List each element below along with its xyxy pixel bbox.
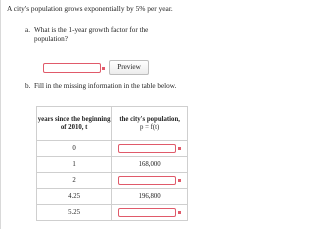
missing-answer-marker bbox=[102, 67, 105, 70]
missing-answer-marker bbox=[178, 147, 181, 150]
missing-answer-marker bbox=[178, 179, 181, 182]
cell-t: 5.25 bbox=[37, 205, 112, 221]
cell-p-blank bbox=[112, 205, 188, 221]
part-a-text: What is the 1-year growth factor for the population? bbox=[34, 26, 149, 44]
part-b-text: Fill in the missing information in the table below. bbox=[34, 82, 177, 90]
header-years: years since the beginning of 2010, t bbox=[37, 107, 112, 141]
cell-p-blank bbox=[112, 141, 188, 157]
cell-t: 0 bbox=[37, 141, 112, 157]
problem-statement: A city's population grows exponentially by 5% per year. bbox=[7, 4, 173, 13]
preview-button[interactable]: Preview bbox=[109, 60, 149, 75]
population-input[interactable] bbox=[118, 176, 176, 185]
cell-p-blank bbox=[112, 173, 188, 189]
population-table bbox=[36, 106, 188, 221]
header-function: p = f(t) bbox=[139, 123, 160, 131]
cell-p: 196,800 bbox=[112, 189, 188, 205]
table-row bbox=[37, 157, 188, 173]
table-header-row bbox=[37, 107, 188, 141]
growth-factor-input[interactable] bbox=[43, 63, 101, 73]
population-input[interactable] bbox=[118, 144, 176, 153]
part-a-letter: a. bbox=[25, 26, 30, 34]
table-row bbox=[37, 205, 188, 221]
missing-answer-marker bbox=[178, 211, 181, 214]
table-row bbox=[37, 173, 188, 189]
part-a-question bbox=[25, 26, 184, 44]
cell-p: 168,000 bbox=[112, 157, 188, 173]
population-input[interactable] bbox=[118, 208, 176, 217]
part-b-letter: b. bbox=[25, 82, 31, 90]
cell-t: 1 bbox=[37, 157, 112, 173]
header-population: the city's population, p = f(t) bbox=[112, 107, 188, 141]
cell-t: 4.25 bbox=[37, 189, 112, 205]
cell-t: 2 bbox=[37, 173, 112, 189]
table-row bbox=[37, 189, 188, 205]
table-row bbox=[37, 141, 188, 157]
part-b-question bbox=[25, 82, 184, 91]
